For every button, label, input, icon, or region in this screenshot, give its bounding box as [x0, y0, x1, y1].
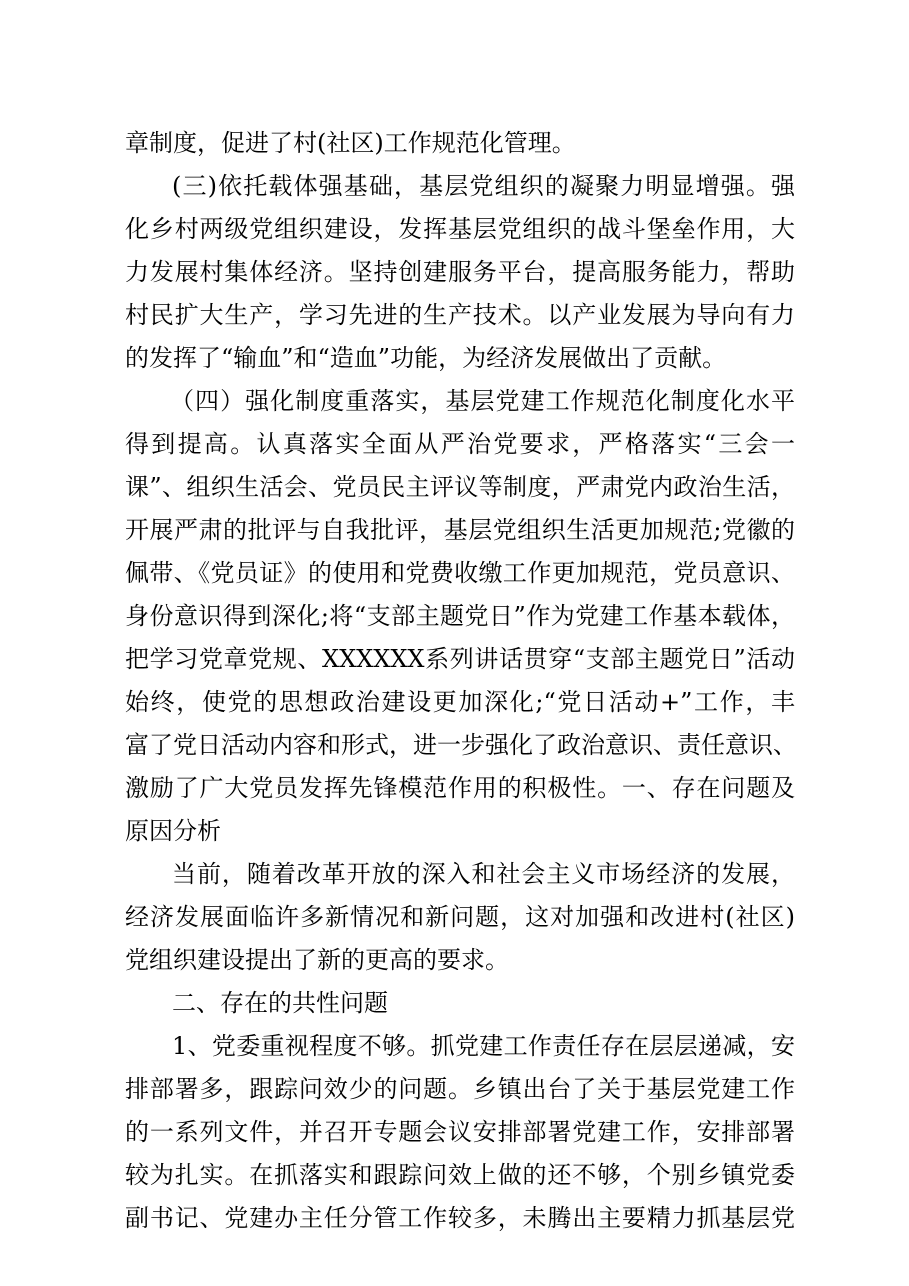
text-line: (三)依托载体强基础，基层党组织的凝聚力明显增强。强 [172, 172, 795, 200]
text-line: 较为扎实。在抓落实和跟踪问效上做的还不够，个别乡镇党委 [125, 1161, 795, 1189]
text-line: 1、党委重视程度不够。抓党建工作责任存在层层递减，安 [172, 1032, 795, 1060]
text-line: 的发挥了“输血”和“造血”功能，为经济发展做出了贡献。 [125, 344, 727, 372]
text-line: 副书记、党建办主任分管工作较多，未腾出主要精力抓基层党 [125, 1204, 795, 1232]
text-line: 始终，使党的思想政治建设更加深化;“党日活动+”工作，丰 [125, 688, 795, 716]
text-line: 化乡村两级党组织建设，发挥基层党组织的战斗堡垒作用，大 [125, 215, 795, 243]
text-line: （四）强化制度重落实，基层党建工作规范化制度化水平 [170, 387, 795, 415]
text-line: 开展严肃的批评与自我批评，基层党组织生活更加规范;党徽的 [125, 516, 795, 544]
text-line: 课”、组织生活会、党员民主评议等制度，严肃党内政治生活， [125, 473, 795, 501]
text-line: 村民扩大生产，学习先进的生产技术。以产业发展为导向有力 [125, 301, 795, 329]
text-line: 力发展村集体经济。坚持创建服务平台，提高服务能力，帮助 [125, 258, 795, 286]
text-line: 排部署多，跟踪问效少的问题。乡镇出台了关于基层党建工作 [125, 1075, 795, 1103]
text-line: 富了党日活动内容和形式，进一步强化了政治意识、责任意识、 [125, 731, 797, 759]
text-line: 原因分析 [125, 817, 221, 845]
text-line: 身份意识得到深化;将“支部主题党日”作为党建工作基本载体， [125, 602, 795, 630]
text-line: 当前，随着改革开放的深入和社会主义市场经济的发展， [172, 860, 795, 888]
text-line: 二、存在的共性问题 [172, 989, 388, 1017]
text-line: 激励了广大党员发挥先锋模范作用的积极性。一、存在问题及 [125, 774, 795, 802]
text-line: 把学习党章党规、XXXXXX系列讲话贯穿“支部主题党日”活动 [125, 645, 795, 673]
text-line: 经济发展面临许多新情况和新问题，这对加强和改进村(社区) [125, 903, 795, 931]
text-line: 章制度，促进了村(社区)工作规范化管理。 [125, 129, 576, 157]
text-line: 得到提高。认真落实全面从严治党要求，严格落实“三会一 [125, 430, 795, 458]
text-line: 党组织建设提出了新的更高的要求。 [125, 946, 509, 974]
text-line: 佩带、《党员证》的使用和党费收缴工作更加规范，党员意识、 [125, 559, 795, 587]
text-line: 的一系列文件，并召开专题会议安排部署党建工作，安排部署 [125, 1118, 795, 1146]
